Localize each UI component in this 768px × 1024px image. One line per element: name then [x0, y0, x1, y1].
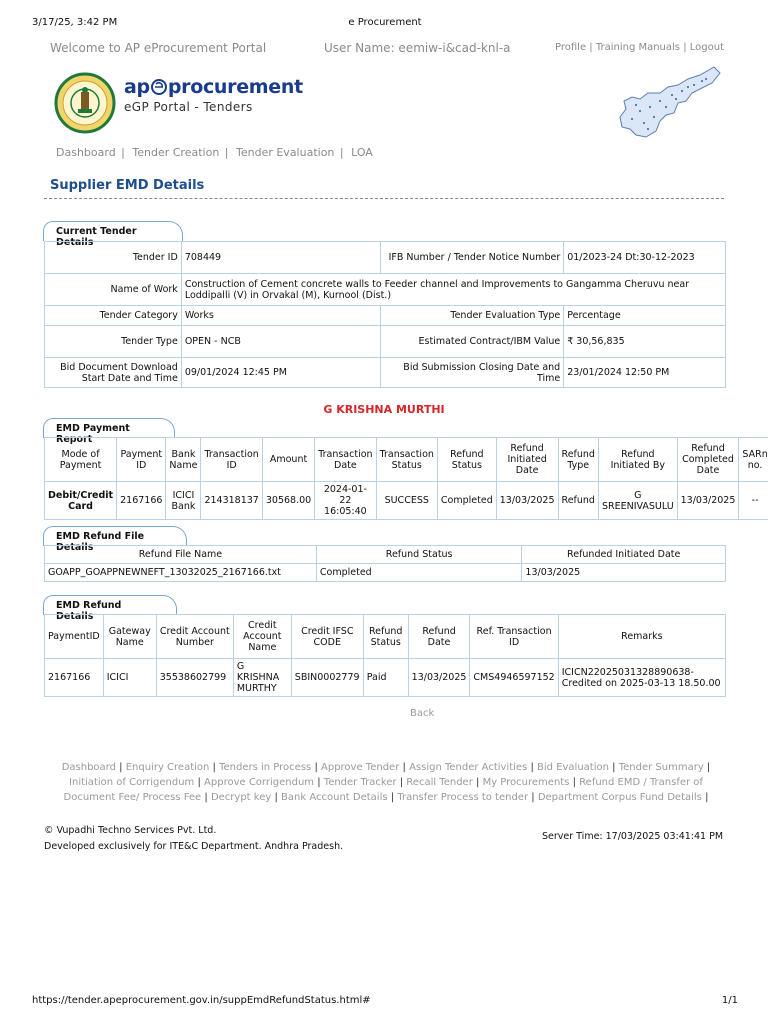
- footer-link-corpus-fund[interactable]: Department Corpus Fund Details: [537, 792, 702, 803]
- e-logo-icon: [151, 79, 167, 95]
- col-transaction-id: Transaction ID: [201, 438, 262, 482]
- footer-link-enquiry-creation[interactable]: Enquiry Creation: [125, 762, 210, 773]
- submission-closing-value: 23/01/2024 12:50 PM: [564, 358, 726, 388]
- col-refund-initiated-by: Refund Initiated By: [598, 438, 677, 482]
- cell-refund-file-name: GOAPP_GOAPPNEWNEFT_13032025_2167166.txt: [45, 564, 317, 582]
- ifb-label: IFB Number / Tender Notice Number: [381, 242, 564, 274]
- cell-payment-id: 2167166: [45, 659, 104, 697]
- brand-subtitle: eGP Portal - Tenders: [124, 100, 253, 114]
- tender-category-value: Works: [181, 306, 381, 326]
- tender-type-value: OPEN - NCB: [181, 326, 381, 358]
- cell-refund-date: 13/03/2025: [408, 659, 470, 697]
- col-transaction-status: Transaction Status: [376, 438, 437, 482]
- print-url: https://tender.apeprocurement.gov.in/suppEmdRefundStatus.html#: [32, 995, 371, 1006]
- col-refund-type: Refund Type: [558, 438, 598, 482]
- refund-details-tab: EMD Refund Details: [43, 595, 161, 615]
- server-time: Server Time: 17/03/2025 03:41:41 PM: [542, 831, 724, 842]
- footer-link-assign-tender-activities[interactable]: Assign Tender Activities: [409, 762, 528, 773]
- refund-file-table: [44, 545, 726, 582]
- page-title: Supplier EMD Details: [50, 178, 205, 193]
- cell-refund-completed-date: 13/03/2025: [677, 482, 739, 520]
- col-credit-account-number: Credit Account Number: [156, 615, 233, 659]
- footer-link-decrypt-key[interactable]: Decrypt key: [210, 792, 272, 803]
- ap-state-map-icon: [616, 63, 724, 141]
- cell-ifsc: SBIN0002779: [291, 659, 363, 697]
- col-refund-file-name: Refund File Name: [45, 546, 317, 564]
- col-amount: Amount: [262, 438, 314, 482]
- cell-payment-id: 2167166: [117, 482, 166, 520]
- name-of-work-label: Name of Work: [45, 274, 182, 306]
- name-of-work-value: Construction of Cement concrete walls to Feeder channel and Improvements to Gangamma Cheruvu near Loddipalli (V) in Orvakal (M), Kurnool (Dist.): [181, 274, 725, 306]
- col-payment-id: PaymentID: [45, 615, 104, 659]
- cell-refund-file-status: Completed: [316, 564, 522, 582]
- col-transaction-date: Transaction Date: [315, 438, 376, 482]
- welcome-text: Welcome to AP eProcurement Portal: [50, 41, 267, 55]
- submission-closing-label: Bid Submission Closing Date and Time: [381, 358, 564, 388]
- cell-refund-initiated-by: G SREENIVASULU: [598, 482, 677, 520]
- footer-link-tenders-in-process[interactable]: Tenders in Process: [219, 762, 312, 773]
- cell-refund-initiated-date: 13/03/2025: [496, 482, 558, 520]
- col-refund-completed-date: Refund Completed Date: [677, 438, 739, 482]
- estimated-value-label: Estimated Contract/IBM Value: [381, 326, 564, 358]
- col-refunded-initiated-date: Refunded Initiated Date: [522, 546, 726, 564]
- top-bar: [50, 41, 724, 57]
- emd-payment-table: [44, 437, 768, 520]
- col-refund-initiated-date: Refund Initiated Date: [496, 438, 558, 482]
- download-start-value: 09/01/2024 12:45 PM: [181, 358, 381, 388]
- profile-link[interactable]: Profile: [555, 42, 587, 53]
- evaluation-type-value: Percentage: [564, 306, 726, 326]
- nav-tender-evaluation[interactable]: Tender Evaluation: [236, 146, 335, 159]
- print-page-count: 1/1: [721, 995, 738, 1006]
- cell-remarks: ICICN22025031328890638-Credited on 2025-03-13 18.50.00: [558, 659, 725, 697]
- evaluation-type-label: Tender Evaluation Type: [381, 306, 564, 326]
- user-name: User Name: eemiw-i&cad-knl-a: [324, 41, 511, 55]
- title-divider: [44, 198, 724, 199]
- cell-refund-status: Paid: [363, 659, 408, 697]
- footer-link-my-procurements[interactable]: My Procurements: [482, 777, 570, 788]
- cell-refund-file-date: 13/03/2025: [522, 564, 726, 582]
- table-row: [45, 482, 768, 520]
- footer-link-approve-tender[interactable]: Approve Tender: [321, 762, 400, 773]
- copyright-block: [44, 823, 343, 855]
- training-manuals-link[interactable]: Training Manuals: [595, 42, 681, 53]
- footer-link-transfer-process[interactable]: Transfer Process to tender: [397, 792, 529, 803]
- emd-payment-tab: EMD Payment Report: [43, 418, 159, 438]
- nav-tender-creation[interactable]: Tender Creation: [132, 146, 220, 159]
- download-start-label: Bid Document Download Start Date and Time: [45, 358, 182, 388]
- supplier-name: G KRISHNA MURTHI: [323, 403, 445, 416]
- col-ref-transaction-id: Ref. Transaction ID: [470, 615, 558, 659]
- cell-transaction-status: SUCCESS: [376, 482, 437, 520]
- tender-type-label: Tender Type: [45, 326, 182, 358]
- table-row: [45, 659, 726, 697]
- col-payment-id: Payment ID: [117, 438, 166, 482]
- col-refund-date: Refund Date: [408, 615, 470, 659]
- top-links: Profile | Training Manuals | Logout: [555, 42, 724, 53]
- refund-details-table: [44, 614, 726, 697]
- tender-id-value: 708449: [181, 242, 381, 274]
- print-header: [32, 17, 738, 31]
- cell-refund-status: Completed: [437, 482, 496, 520]
- footer-link-tender-summary[interactable]: Tender Summary: [618, 762, 704, 773]
- cell-bank: ICICI Bank: [166, 482, 201, 520]
- cell-refund-type: Refund: [558, 482, 598, 520]
- footer-link-dashboard[interactable]: Dashboard: [61, 762, 116, 773]
- cell-amount: 30568.00: [262, 482, 314, 520]
- copyright-text: © Vupadhi Techno Services Pvt. Ltd.: [44, 825, 217, 836]
- cell-transaction-id: 214318137: [201, 482, 262, 520]
- col-refund-file-status: Refund Status: [316, 546, 522, 564]
- back-button[interactable]: Back: [410, 708, 435, 719]
- col-gateway-name: Gateway Name: [103, 615, 156, 659]
- brand-title: ap procurement: [124, 76, 303, 98]
- current-tender-table: [44, 241, 726, 388]
- main-nav: Dashboard | Tender Creation | Tender Evaluation | LOA: [56, 146, 373, 159]
- cell-mode: Debit/Credit Card: [45, 482, 117, 520]
- col-bank-name: Bank Name: [166, 438, 201, 482]
- cell-account-name: G KRISHNA MURTHY: [233, 659, 291, 697]
- cell-gateway: ICICI: [103, 659, 156, 697]
- logout-link[interactable]: Logout: [689, 42, 724, 53]
- footer-links: Dashboard | Enquiry Creation | Tenders in Process | Approve Tender | Assign Tender Activities | Bid Evaluation | Tender Summary | Initiation of Corrigendum | Approve Corrigendum | Tender Tracker | Recall Tender | My Procurements | Refund EMD / Transfer of Document Fee/ Process Fee | Decrypt key | Bank Account Details | Transfer Process to tender | Department Corpus Fund Details |: [61, 762, 711, 803]
- print-page-title: e Procurement: [348, 17, 422, 28]
- col-credit-account-name: Credit Account Name: [233, 615, 291, 659]
- current-tender-tab: Current Tender Details: [43, 221, 167, 241]
- estimated-value-value: ₹ 30,56,835: [564, 326, 726, 358]
- ap-emblem-logo: [54, 72, 116, 134]
- footer-link-initiation-of-corrigendum[interactable]: Initiation of Corrigendum: [69, 777, 195, 788]
- col-credit-ifsc-code: Credit IFSC CODE: [291, 615, 363, 659]
- footer-link-recall-tender[interactable]: Recall Tender: [406, 777, 473, 788]
- cell-transaction-date: 2024-01-22 16:05:40: [315, 482, 376, 520]
- table-row: [45, 564, 726, 582]
- col-refund-status: Refund Status: [363, 615, 408, 659]
- print-footer: [32, 995, 738, 1009]
- developed-text: Developed exclusively for ITE&C Department. Andhra Pradesh.: [44, 841, 344, 852]
- footer-link-refund-emd[interactable]: Refund EMD / Transfer of Document Fee/ Process Fee: [63, 777, 703, 803]
- print-datetime: 3/17/25, 3:42 PM: [32, 17, 118, 28]
- footer-link-approve-corrigendum[interactable]: Approve Corrigendum: [204, 777, 315, 788]
- brand-block: [124, 76, 303, 114]
- cell-sarn: --: [739, 482, 768, 520]
- refund-file-tab: EMD Refund File Details: [43, 526, 171, 546]
- footer-link-bank-account-details[interactable]: Bank Account Details: [281, 792, 388, 803]
- col-sarn-no: SARn no.: [739, 438, 768, 482]
- col-refund-status: Refund Status: [437, 438, 496, 482]
- col-remarks: Remarks: [558, 615, 725, 659]
- col-mode-of-payment: Mode of Payment: [45, 438, 117, 482]
- ifb-value: 01/2023-24 Dt:30-12-2023: [564, 242, 726, 274]
- nav-dashboard[interactable]: Dashboard: [56, 146, 116, 159]
- footer-link-bid-evaluation[interactable]: Bid Evaluation: [537, 762, 609, 773]
- cell-ref-transaction-id: CMS4946597152: [470, 659, 558, 697]
- footer-link-tender-tracker[interactable]: Tender Tracker: [323, 777, 397, 788]
- tender-category-label: Tender Category: [45, 306, 182, 326]
- nav-loa[interactable]: LOA: [351, 146, 373, 159]
- tender-id-label: Tender ID: [45, 242, 182, 274]
- cell-account-number: 35538602799: [156, 659, 233, 697]
